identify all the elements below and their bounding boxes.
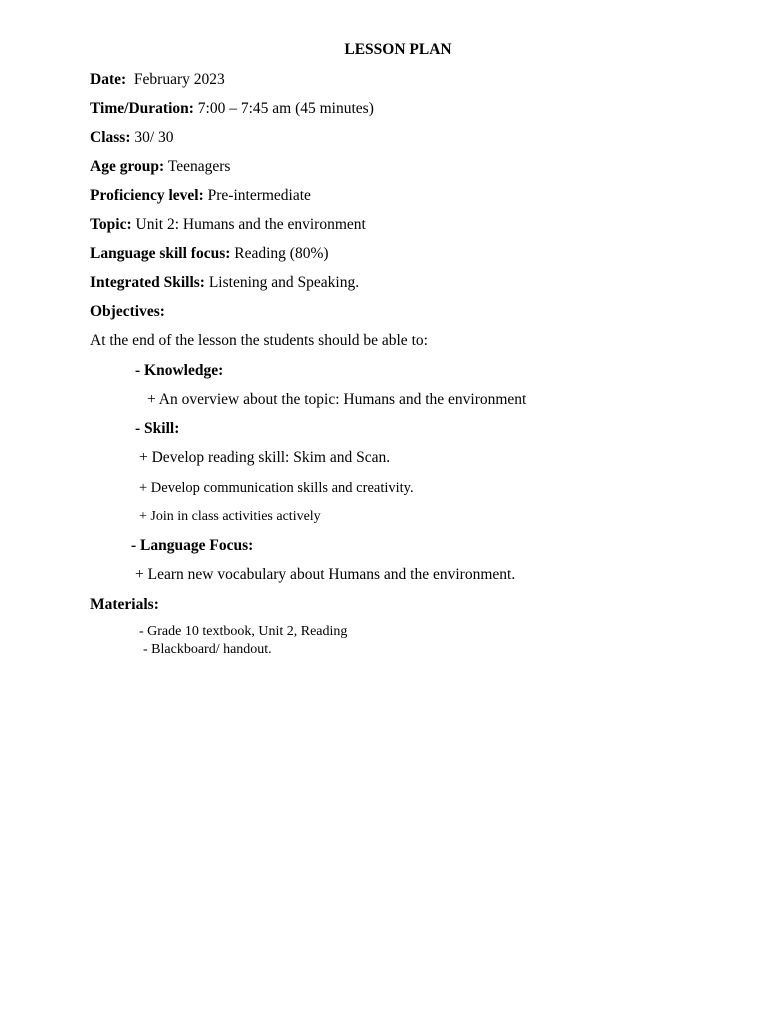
age-label: Age group: — [90, 158, 165, 175]
class-row — [90, 129, 174, 147]
topic-label: Topic: — [90, 216, 132, 233]
date-row — [90, 71, 225, 89]
time-value: 7:00 – 7:45 am (45 minutes) — [197, 100, 374, 117]
level-label: Proficiency level: — [90, 187, 204, 204]
language-focus-heading: - Language Focus: — [131, 537, 254, 554]
age-row — [90, 158, 230, 176]
materials-heading: Materials: — [90, 596, 159, 613]
time-label: Time/Duration: — [90, 100, 194, 117]
integrated-skills-label: Integrated Skills: — [90, 274, 205, 291]
topic-value: Unit 2: Humans and the environment — [135, 216, 366, 233]
date-value: February 2023 — [133, 71, 225, 88]
language-focus-item: + Learn new vocabulary about Humans and the environment. — [135, 566, 516, 583]
materials-item: - Blackboard/ handout. — [143, 642, 272, 657]
class-value: 30/ 30 — [134, 129, 174, 146]
skill-focus-value: Reading (80%) — [234, 245, 329, 262]
level-row — [90, 187, 311, 205]
date-label: Date: — [90, 71, 127, 88]
level-value: Pre-intermediate — [207, 187, 311, 204]
skill-item: + Develop communication skills and creativity. — [139, 480, 414, 496]
time-row — [90, 100, 374, 118]
skill-heading: - Skill: — [135, 420, 180, 437]
skill-focus-row — [90, 245, 329, 263]
document-title: LESSON PLAN — [344, 41, 452, 58]
age-value: Teenagers — [167, 158, 231, 175]
integrated-skills-value: Listening and Speaking. — [208, 274, 360, 291]
skill-item: + Develop reading skill: Skim and Scan. — [139, 449, 391, 466]
objectives-intro: At the end of the lesson the students should be able to: — [90, 332, 428, 349]
skill-item: + Join in class activities actively — [139, 509, 321, 524]
topic-row — [90, 216, 366, 234]
objectives-heading: Objectives: — [90, 303, 165, 320]
class-label: Class: — [90, 129, 131, 146]
knowledge-item: + An overview about the topic: Humans and the environment — [147, 391, 527, 408]
knowledge-heading: - Knowledge: — [135, 362, 224, 379]
integrated-skills-row — [90, 274, 359, 292]
materials-item: - Grade 10 textbook, Unit 2, Reading — [139, 624, 348, 639]
skill-focus-label: Language skill focus: — [90, 245, 231, 262]
